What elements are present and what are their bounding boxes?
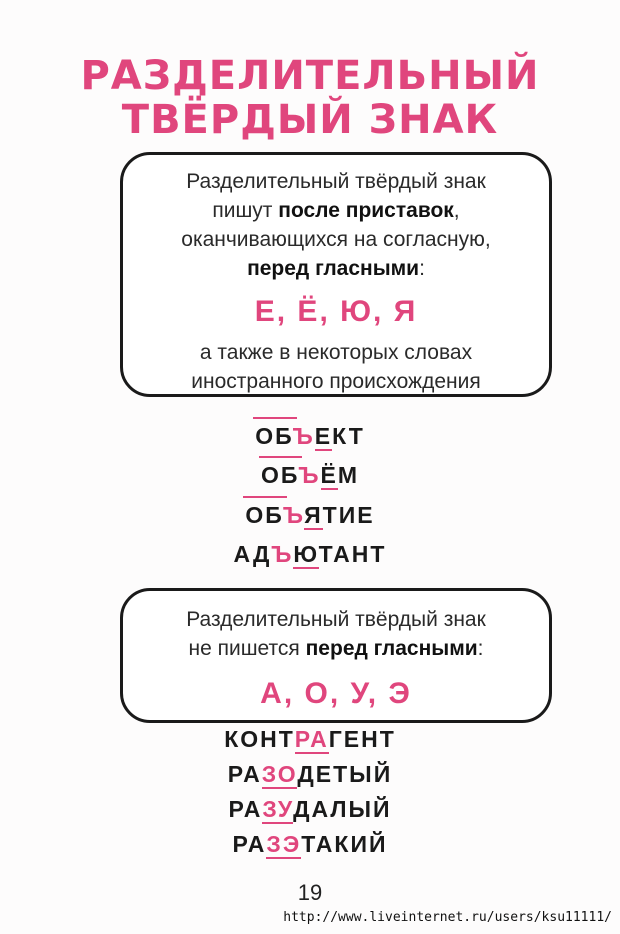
example-word-adjutant: АДЪЮТАНТ: [233, 541, 387, 567]
example-word-razudalyj: РАЗУДАЛЫЙ: [228, 796, 392, 822]
page-title-line2: ТВЁРДЫЙ ЗНАК: [121, 97, 499, 143]
rule1-line6: иностранного происхождения: [191, 370, 481, 393]
page-title-line1: РАЗДЕЛИТЕЛЬНЫЙ: [80, 53, 540, 99]
rule1-bold-prefixes: после приставок: [278, 199, 454, 222]
rule2-line1: Разделительный твёрдый знак: [186, 608, 486, 631]
example-word-razetakij: РАЗЭТАКИЙ: [232, 831, 388, 857]
rule2-vowels: А, О, У, Э: [260, 677, 412, 710]
example-word-kontragent: КОНТРАГЕНТ: [224, 726, 396, 752]
example-word-objatie: ОБЪЯТИЕ: [245, 502, 375, 528]
example-word-objem: ОБЪЁМ: [260, 462, 360, 488]
rule2-bold-vowels-label: перед гласными: [305, 637, 478, 660]
rule-box-without-sign: [120, 588, 552, 723]
rule1-line1: Разделительный твёрдый знак: [186, 170, 486, 193]
rule2-line2: не пишется перед гласными:: [188, 637, 484, 660]
source-url-watermark: http://www.liveinternet.ru/users/ksu11111/: [283, 910, 612, 925]
rule1-line2: пишут после приставок,: [212, 199, 460, 222]
rule1-line3: оканчивающихся на согласную,: [181, 228, 491, 251]
rule-box-with-sign: [120, 152, 552, 397]
example-word-objekt: ОБЪЕКТ: [255, 423, 365, 449]
page-number: 19: [297, 880, 323, 905]
rule1-line5: а также в некоторых словах: [199, 341, 473, 364]
rule1-line4: перед гласными:: [247, 257, 425, 280]
rule1-bold-vowels-label: перед гласными: [247, 257, 420, 280]
example-word-razodetyj: РАЗОДЕТЫЙ: [227, 761, 393, 787]
rule1-vowels: Е, Ё, Ю, Я: [254, 295, 418, 328]
